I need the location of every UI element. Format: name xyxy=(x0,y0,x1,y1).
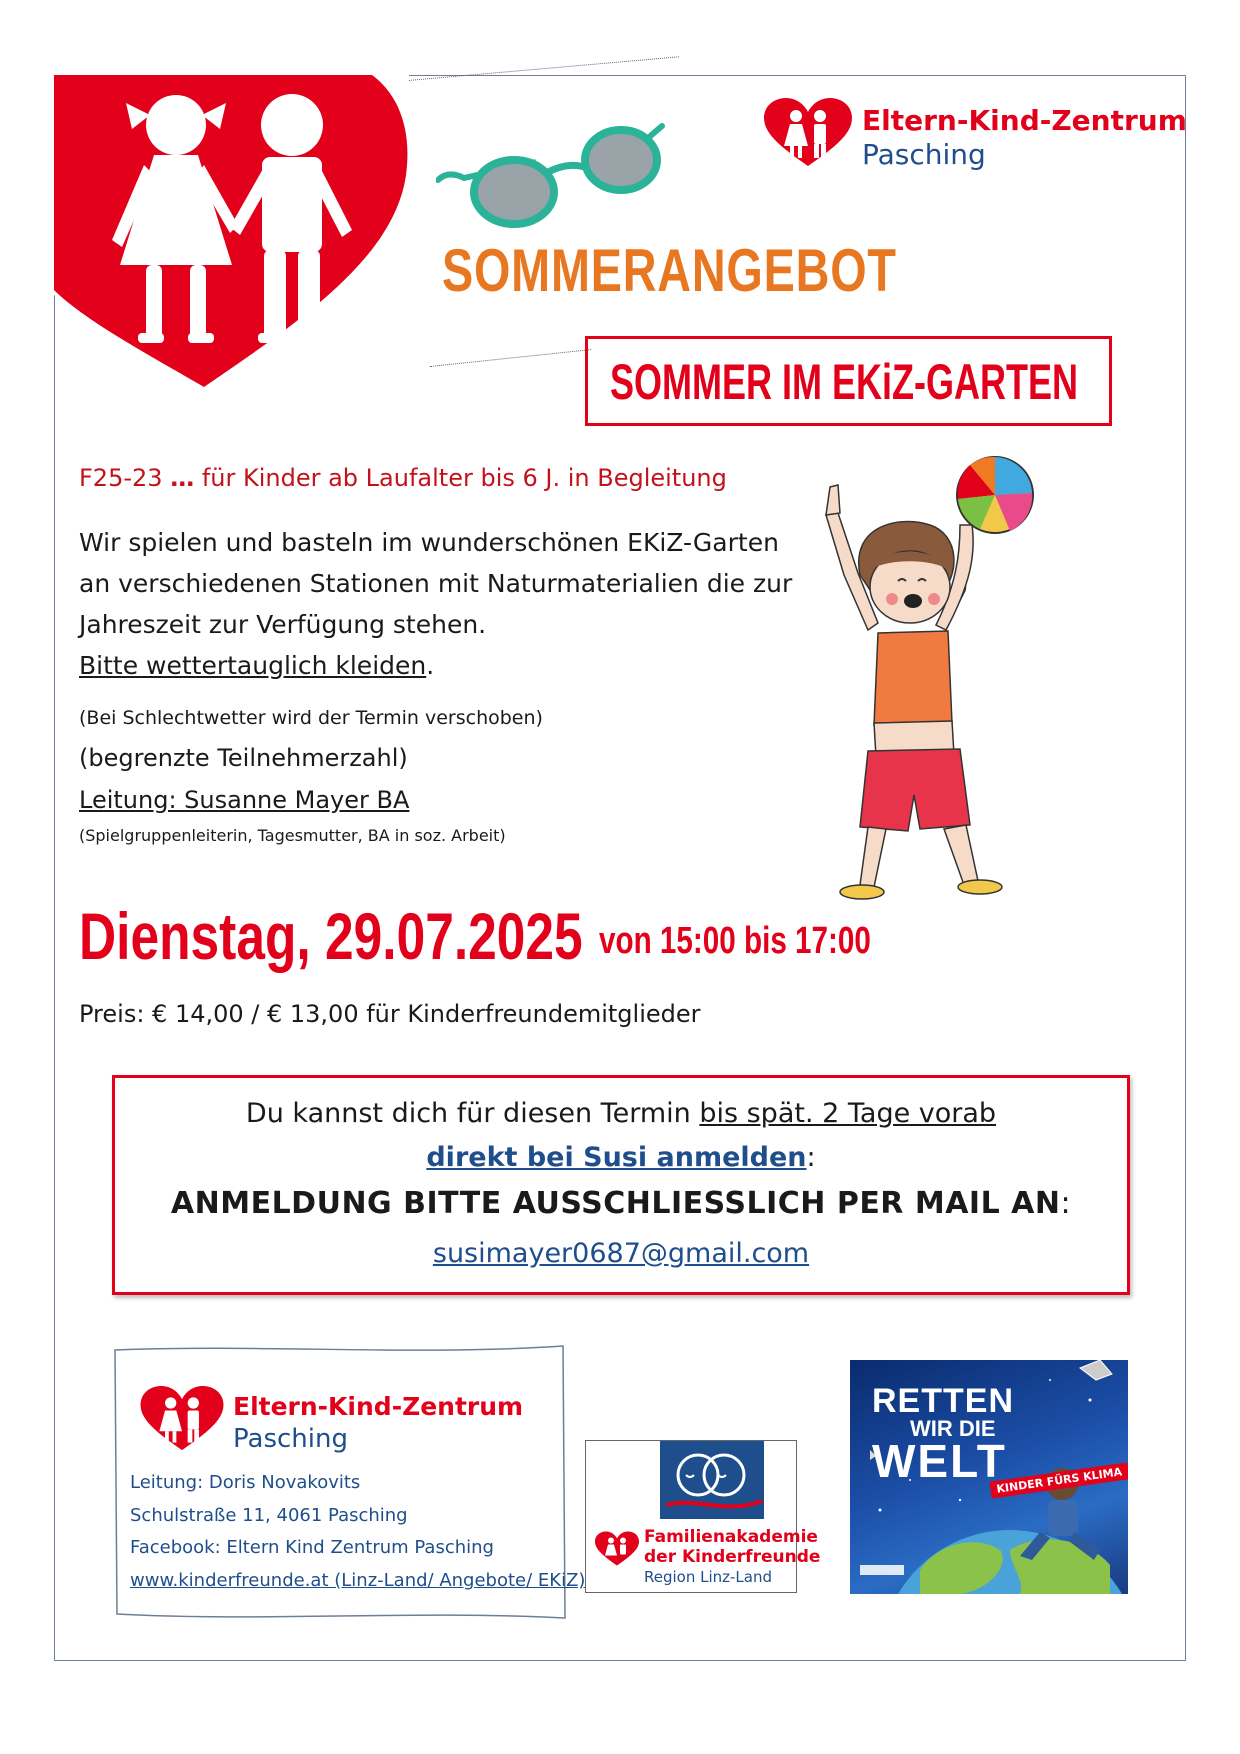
ekiz-logo xyxy=(762,96,1187,174)
course-ellipsis: … xyxy=(170,464,195,492)
weather-hint: Bitte wettertauglich kleiden xyxy=(79,651,427,680)
event-date: Dienstag, 29.07.2025 xyxy=(79,899,583,973)
course-leader-details: (Spielgruppenleiterin, Tagesmutter, BA in soz. Arbeit) xyxy=(79,826,506,845)
registration-deadline: bis spät. 2 Tage vorab xyxy=(699,1098,997,1129)
card-name-line1: Eltern-Kind-Zentrum xyxy=(233,1392,524,1421)
subtitle-box xyxy=(585,336,1112,426)
contact-card xyxy=(113,1342,586,1624)
subtitle: SOMMER IM EKiZ-GARTEN xyxy=(610,354,1078,410)
card-leader: Leitung: Doris Novakovits xyxy=(130,1472,361,1493)
heart-logo-icon xyxy=(594,1529,640,1569)
retten-wir-die-welt-poster xyxy=(850,1360,1128,1594)
familienakademie-line1: Familienakademie xyxy=(644,1527,818,1547)
poster-line3: WELT xyxy=(872,1435,1007,1487)
course-description xyxy=(79,522,792,686)
poster-line1: RETTEN xyxy=(872,1382,1014,1420)
logo-name-line2: Pasching xyxy=(862,138,986,171)
registration-deadline-text: Du kannst dich für diesen Termin xyxy=(245,1098,700,1129)
page-title: SOMMERANGEBOT xyxy=(442,237,897,304)
registration-box xyxy=(112,1075,1130,1295)
limited-participants-note: (begrenzte Teilnehmerzahl) xyxy=(79,744,408,772)
familienakademie-emblem-icon xyxy=(586,1441,798,1523)
card-address: Schulstraße 11, 4061 Pasching xyxy=(130,1505,408,1526)
event-time: von 15:00 bis 17:00 xyxy=(599,920,871,962)
registration-email-link[interactable]: susimayer0687@gmail.com xyxy=(432,1238,810,1269)
register-with-susi-link[interactable]: direkt bei Susi anmelden xyxy=(426,1142,807,1173)
bad-weather-note: (Bei Schlechtwetter wird der Termin verschoben) xyxy=(79,707,543,729)
card-name-line2: Pasching xyxy=(233,1424,348,1454)
logo-name-line1: Eltern-Kind-Zentrum xyxy=(862,104,1187,137)
event-date-line xyxy=(79,898,871,974)
heart-children-icon xyxy=(54,75,409,390)
familienakademie-line2: der Kinderfreunde xyxy=(644,1547,821,1567)
course-code: F25-23 xyxy=(79,464,163,492)
weather-hint-end: . xyxy=(426,651,435,680)
weather-hint-line xyxy=(79,645,792,686)
registration-susi-colon: : xyxy=(806,1142,816,1173)
sunglasses-icon xyxy=(436,120,666,230)
heart-logo-icon xyxy=(762,98,854,168)
registration-mail-only-colon: : xyxy=(1060,1186,1072,1221)
familienakademie-line3: Region Linz-Land xyxy=(644,1568,773,1586)
course-code-line xyxy=(79,464,727,492)
card-website-link[interactable]: www.kinderfreunde.at (Linz-Land/ Angebote/ EKiZ) xyxy=(130,1570,586,1591)
registration-mail-only: ANMELDUNG BITTE AUSSCHLIESSLICH PER MAIL AN xyxy=(170,1186,1061,1221)
registration-mail-only-line xyxy=(115,1186,1127,1221)
registration-susi-line xyxy=(115,1142,1127,1173)
poster-flag: KINDER FÜRS KLIMA xyxy=(989,1462,1128,1498)
desc-line: Jahreszeit zur Verfügung stehen. xyxy=(79,610,487,639)
event-price: Preis: € 14,00 / € 13,00 für Kinderfreundemitglieder xyxy=(79,1000,701,1028)
heart-logo-icon xyxy=(138,1386,226,1452)
girl-with-ball-icon xyxy=(820,455,1070,915)
poster-line2: WIR DIE xyxy=(910,1416,996,1441)
card-ekiz-logo xyxy=(138,1384,558,1464)
course-leader: Leitung: Susanne Mayer BA xyxy=(79,786,410,814)
registration-deadline-line xyxy=(115,1098,1127,1129)
desc-line: an verschiedenen Stationen mit Naturmaterialien die zur xyxy=(79,569,793,598)
desc-line: Wir spielen und basteln im wunderschönen EKiZ-Garten xyxy=(79,528,779,557)
familienakademie-logo xyxy=(585,1440,821,1593)
course-audience: für Kinder ab Laufalter bis 6 J. in Begleitung xyxy=(201,464,727,492)
card-facebook: Facebook: Eltern Kind Zentrum Pasching xyxy=(130,1537,494,1558)
